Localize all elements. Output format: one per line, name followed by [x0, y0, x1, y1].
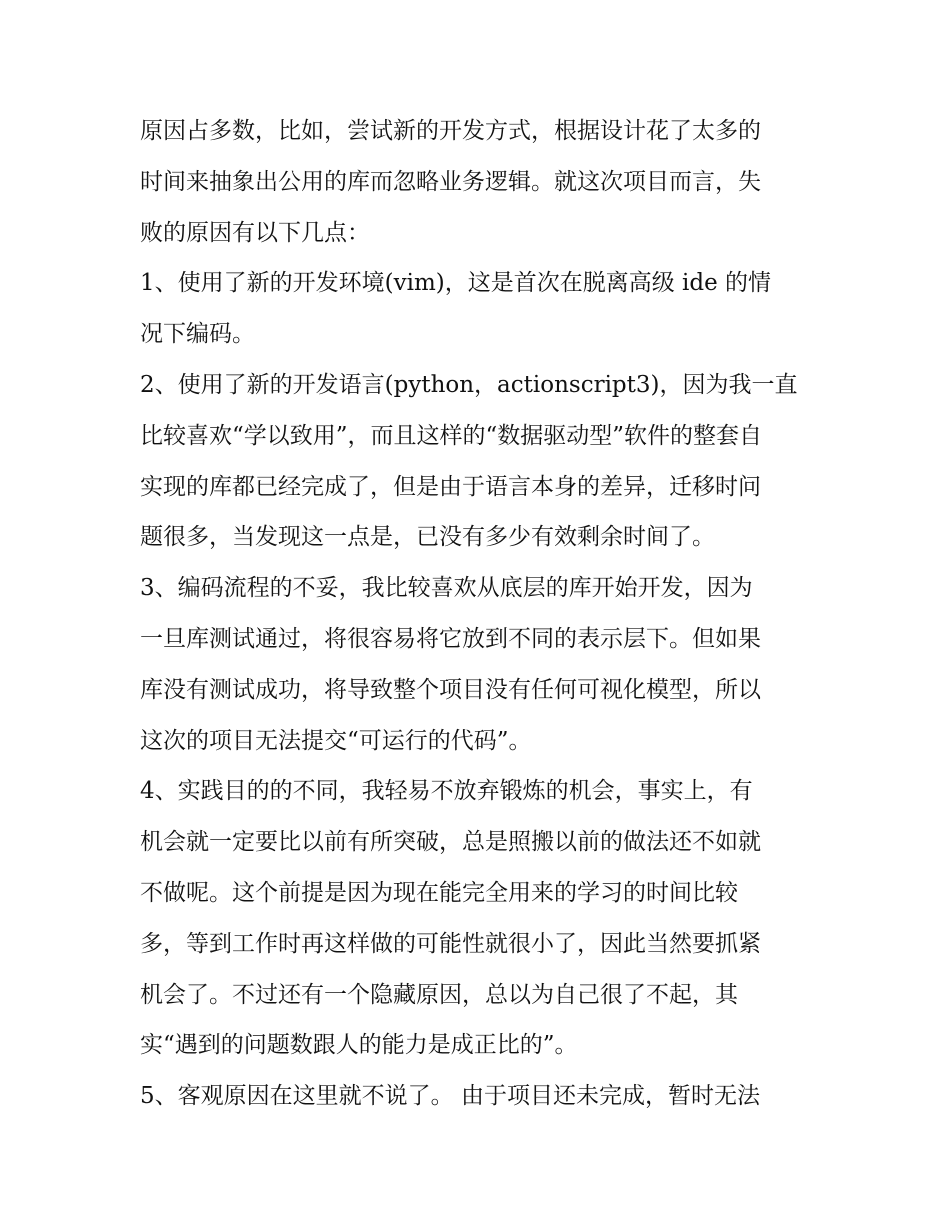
- text-line: 不做呢。这个前提是因为现在能完全用来的学习的时间比较: [140, 879, 738, 906]
- text-line: 多，等到工作时再这样做的可能性就很小了，因此当然要抓紧: [140, 930, 761, 957]
- list-item-5: 5、客观原因在这里就不说了。 由于项目还未完成，暂时无法: [140, 1083, 760, 1110]
- list-item-1: 1、使用了新的开发环境(vim)，这是首次在脱离高级 ide 的情: [140, 270, 772, 297]
- text-line: 实“遇到的问题数跟人的能力是成正比的”。: [140, 1032, 578, 1059]
- list-item-2: 2、使用了新的开发语言(python，actionscript3)，因为我一直: [140, 371, 798, 398]
- text-line: 时间来抽象出公用的库而忽略业务逻辑。就这次项目而言，失: [140, 168, 761, 195]
- text-line: 机会了。不过还有一个隐藏原因，总以为自己很了不起，其: [140, 981, 738, 1008]
- text-line: 一旦库测试通过，将很容易将它放到不同的表示层下。但如果: [140, 625, 761, 652]
- list-item-3: 3、编码流程的不妥，我比较喜欢从底层的库开始开发，因为: [140, 575, 753, 602]
- text-line: 原因占多数，比如，尝试新的开发方式，根据设计花了太多的: [140, 118, 761, 144]
- text-line: 况下编码。: [140, 321, 255, 348]
- text-line: 库没有测试成功，将导致整个项目没有任何可视化模型，所以: [140, 676, 761, 703]
- text-line: 题很多，当发现这一点是，已没有多少有效剩余时间了。: [140, 524, 715, 551]
- text-line: 这次的项目无法提交“可运行的代码”。: [140, 727, 532, 754]
- document-body: [140, 106, 820, 1122]
- text-line: 比较喜欢“学以致用”，而且这样的“数据驱动型”软件的整套自: [140, 422, 763, 449]
- list-item-4: 4、实践目的的不同，我轻易不放弃锻炼的机会，事实上，有: [140, 778, 753, 805]
- text-line: 机会就一定要比以前有所突破，总是照搬以前的做法还不如就: [140, 829, 761, 856]
- text-line: 实现的库都已经完成了，但是由于语言本身的差异，迁移时问: [140, 473, 761, 500]
- text-line: 败的原因有以下几点：: [140, 219, 370, 246]
